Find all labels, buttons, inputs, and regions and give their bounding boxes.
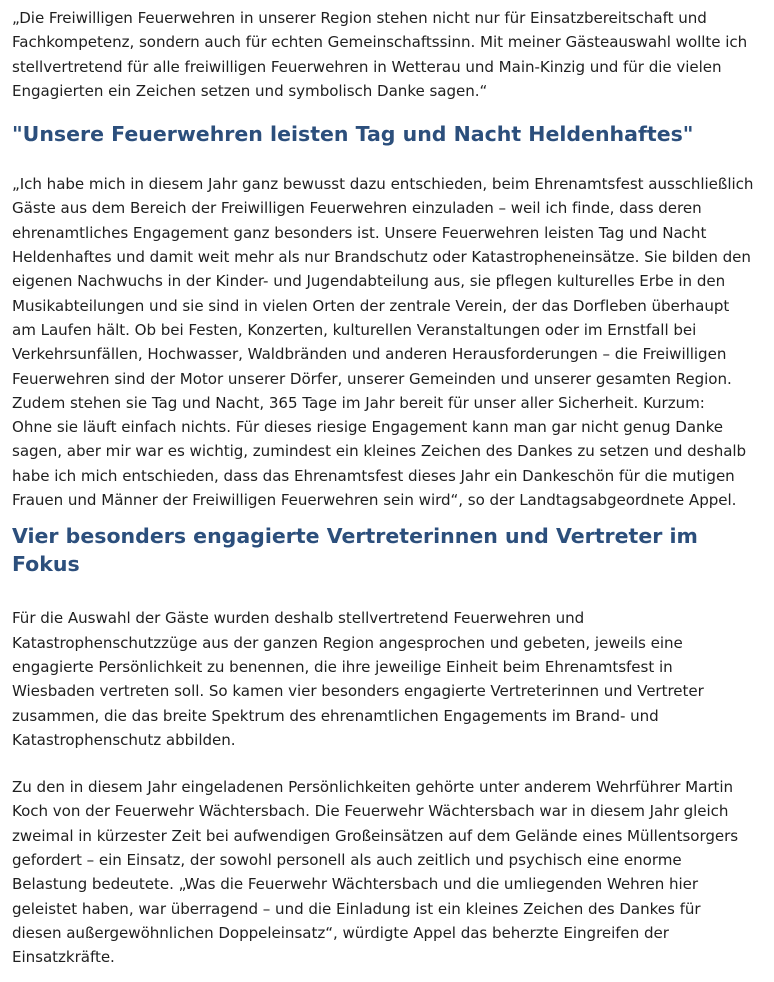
text-line: Musikabteilungen und sie sind in vielen Orten der zentrale Verein, der das Dorfleben überhaupt: [12, 296, 730, 315]
text-line: Einsatzkräfte.: [12, 948, 115, 967]
text-line: Belastung bedeutete. „Was die Feuerwehr Wächtersbach und die umliegenden Wehren hier: [12, 875, 699, 894]
text-line: diesen außergewöhnlichen Doppeleinsatz“, würdigte Appel das beherzte Eingreifen der: [12, 923, 669, 942]
text-line: Zudem stehen sie Tag und Nacht, 365 Tage im Jahr bereit für unser aller Sicherheit. Kurzum:: [12, 393, 705, 412]
text-line: Zu den in diesem Jahr eingeladenen Persönlichkeiten gehörte unter anderem Wehrführer Martin: [12, 778, 734, 797]
text-line: Katastrophenschutz abbilden.: [12, 730, 236, 749]
section-heading-representatives: Vier besonders engagierte Vertreterinnen und Vertreter im Fokus: [12, 524, 698, 577]
text-line: Heldenhaftes und damit weit mehr als nur Brandschutz oder Katastropheneinsätze. Sie bilden den: [12, 248, 751, 267]
text-line: Frauen und Männer der Freiwilligen Feuerwehren sein wird“, so der Landtagsabgeordnete Appel.: [12, 491, 737, 510]
article-body: [12, 6, 772, 970]
text-line: Ohne sie läuft einfach nichts. Für dieses riesige Engagement kann man gar nicht genug Danke: [12, 418, 723, 437]
text-line: zusammen, die das breite Spektrum des ehrenamtlichen Engagements im Brand- und: [12, 706, 659, 725]
text-line: sagen, aber mir war es wichtig, zumindest ein kleines Zeichen des Dankes zu setzen und deshalb: [12, 442, 747, 461]
section-heading-heroic: "Unsere Feuerwehren leisten Tag und Nacht Heldenhaftes": [12, 122, 694, 147]
text-line: Gäste aus dem Bereich der Freiwilligen Feuerwehren einzuladen – weil ich finde, dass deren: [12, 199, 702, 218]
quote-paragraph: [12, 172, 772, 512]
intro-quote-paragraph: [12, 6, 772, 103]
guests-paragraph: [12, 775, 772, 969]
text-line: habe ich mich entschieden, dass das Ehrenamtsfest dieses Jahr ein Dankeschön für die mutigen: [12, 466, 735, 485]
selection-paragraph: [12, 606, 772, 752]
text-line: engagierte Persönlichkeit zu benennen, die ihre jeweilige Einheit beim Ehrenamtsfest in: [12, 657, 673, 676]
text-line: stellvertretend für alle freiwilligen Feuerwehren in Wetterau und Main-Kinzig und für die vielen: [12, 57, 722, 76]
text-line: Verkehrsunfällen, Hochwasser, Waldbränden und anderen Herausforderungen – die Freiwilligen: [12, 345, 727, 364]
text-line: am Laufen hält. Ob bei Festen, Konzerten, kulturellen Veranstaltungen oder im Ernstfall bei: [12, 320, 697, 339]
text-line: Fachkompetenz, sondern auch für echten Gemeinschaftssinn. Mit meiner Gästeauswahl wollte ich: [12, 33, 748, 52]
text-line: „Die Freiwilligen Feuerwehren in unserer Region stehen nicht nur für Einsatzbereitschaft und: [12, 9, 707, 27]
text-line: geleistet haben, war überragend – und die Einladung ist ein kleines Zeichen des Dankes für: [12, 899, 701, 918]
text-line: Katastrophenschutzzüge aus der ganzen Region angesprochen und gebeten, jeweils eine: [12, 633, 683, 652]
text-line: Wiesbaden vertreten soll. So kamen vier besonders engagierte Vertreterinnen und Vertreter: [12, 682, 704, 701]
text-line: zweimal in kürzester Zeit bei aufwendigen Großeinsätzen auf dem Gelände eines Müllentsorgers: [12, 826, 739, 845]
text-line: Koch von der Feuerwehr Wächtersbach. Die Feuerwehr Wächtersbach war in diesem Jahr gleich: [12, 802, 729, 821]
text-line: ehrenamtliches Engagement ganz besonders ist. Unsere Feuerwehren leisten Tag und Nacht: [12, 223, 707, 242]
text-line: Für die Auswahl der Gäste wurden deshalb stellvertretend Feuerwehren und: [12, 609, 585, 628]
text-line: Feuerwehren sind der Motor unserer Dörfer, unserer Gemeinden und unserer gesamten Region.: [12, 369, 732, 388]
text-line: eigenen Nachwuchs in der Kinder- und Jugendabteilung aus, sie pflegen kulturelles Erbe in den: [12, 272, 726, 291]
text-line: „Ich habe mich in diesem Jahr ganz bewusst dazu entschieden, beim Ehrenamtsfest ausschließlich: [12, 175, 754, 194]
text-line: gefordert – ein Einsatz, der sowohl personell als auch zeitlich und psychisch eine enorme: [12, 851, 682, 870]
text-line: Engagierten ein Zeichen setzen und symbolisch Danke sagen.“: [12, 81, 488, 100]
